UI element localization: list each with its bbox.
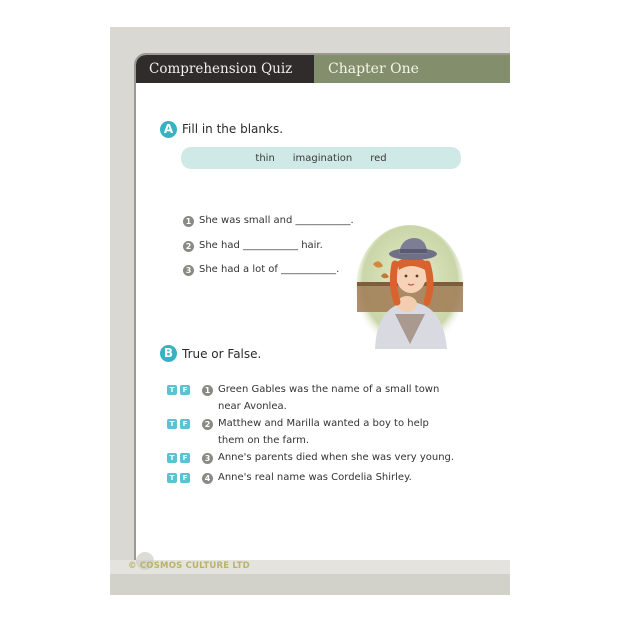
true-box[interactable]: T <box>167 453 177 463</box>
statement-line: Matthew and Marilla wanted a boy to help <box>218 418 429 429</box>
true-false-statement <box>218 449 458 466</box>
false-box[interactable]: F <box>180 453 190 463</box>
false-box[interactable]: F <box>180 473 190 483</box>
statement-line: Green Gables was the name of a small town <box>218 384 440 395</box>
false-box[interactable]: F <box>180 419 190 429</box>
item-number: 1 <box>183 216 194 227</box>
item-number: 3 <box>183 265 194 276</box>
item-number: 4 <box>202 473 213 484</box>
statement-line: Anne's parents died when she was very young. <box>218 452 455 463</box>
fill-blank-item: She had a lot of ___________. <box>199 264 340 275</box>
true-false-statement <box>218 415 458 449</box>
word-bank-item: imagination <box>292 152 353 164</box>
false-box[interactable]: F <box>180 385 190 395</box>
chapter-title: Chapter One <box>314 55 510 83</box>
statement-line: them on the farm. <box>218 435 310 446</box>
statement-line: near Avonlea. <box>218 401 287 412</box>
statement-line: Anne's real name was Cordelia Shirley. <box>218 472 412 483</box>
quiz-title: Comprehension Quiz <box>136 55 314 83</box>
footer-strip <box>110 574 510 595</box>
fill-blank-item: She had ___________ hair. <box>199 240 323 251</box>
section-b-title: True or False. <box>182 347 262 361</box>
item-number: 1 <box>202 385 213 396</box>
word-bank <box>181 147 461 169</box>
true-false-statement <box>218 381 458 415</box>
true-box[interactable]: T <box>167 419 177 429</box>
copyright-text: © COSMOS CULTURE LTD <box>128 561 250 571</box>
fill-blank-item: She was small and ___________. <box>199 215 354 226</box>
item-number: 2 <box>183 241 194 252</box>
item-number: 3 <box>202 453 213 464</box>
section-a-badge: A <box>160 121 177 138</box>
section-b-badge: B <box>160 345 177 362</box>
word-bank-item: red <box>370 152 387 164</box>
true-false-statement <box>218 469 458 486</box>
girl-with-hat-illustration <box>355 224 465 352</box>
true-box[interactable]: T <box>167 385 177 395</box>
true-box[interactable]: T <box>167 473 177 483</box>
word-bank-item: thin <box>255 152 275 164</box>
item-number: 2 <box>202 419 213 430</box>
section-a-title: Fill in the blanks. <box>182 122 284 136</box>
